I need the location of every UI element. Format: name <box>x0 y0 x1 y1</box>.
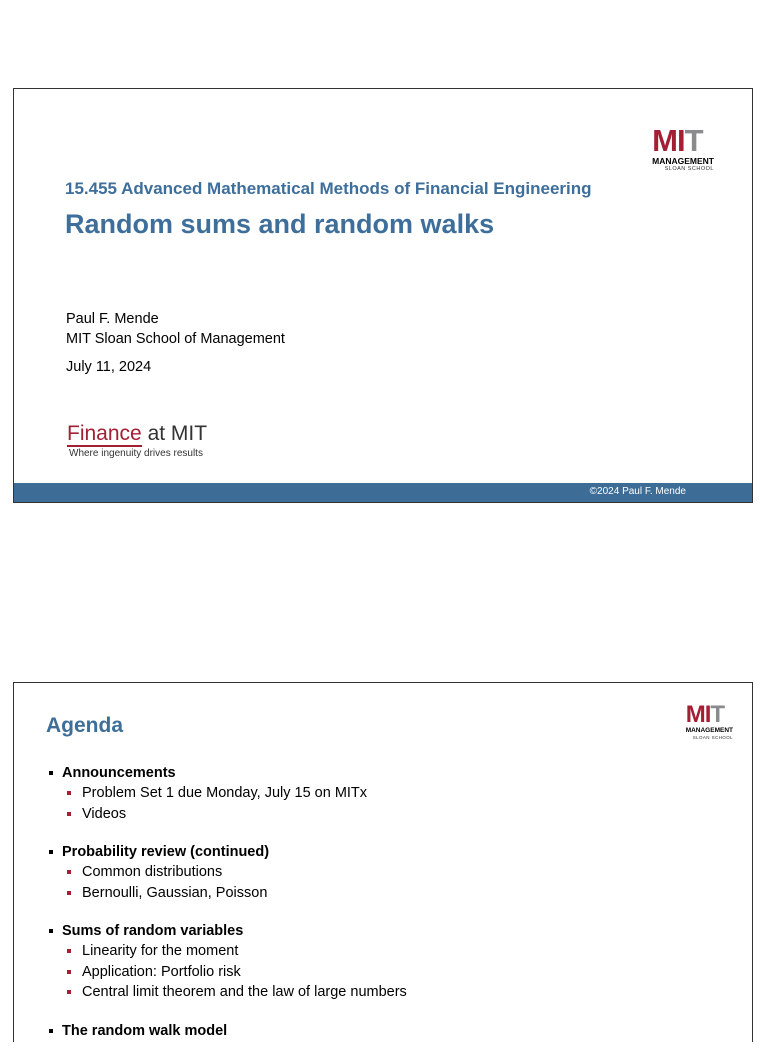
title-slide <box>13 88 753 503</box>
agenda-sub-item: Central limit theorem and the law of large numbers <box>80 982 728 1003</box>
mit-sloan-logo <box>652 125 714 172</box>
agenda-sub-list <box>48 941 728 1003</box>
agenda-sub-item: Application: Portfolio risk <box>80 962 728 983</box>
agenda-section-heading: The random walk model <box>48 1021 728 1041</box>
mit-wordmark: MIT <box>685 701 725 728</box>
agenda-section <box>48 921 728 1003</box>
course-title: 15.455 Advanced Mathematical Methods of Financial Engineering <box>65 179 592 198</box>
mit-sloan-logo-small <box>686 703 733 740</box>
logo-sloan-school-text: SLOAN SCHOOL <box>692 734 733 740</box>
agenda-section-heading: Probability review (continued) <box>48 842 728 862</box>
slide-footer-bar <box>14 483 752 502</box>
finance-tagline: Where ingenuity drives results <box>69 448 203 459</box>
author-affiliation: MIT Sloan School of Management <box>66 331 285 347</box>
slide-title: Random sums and random walks <box>65 209 495 239</box>
finance-at-mit-logo <box>67 422 207 459</box>
logo-management-text: MANAGEMENT <box>685 727 733 734</box>
logo-sloan-school-text: SLOAN SCHOOL <box>664 165 714 172</box>
author-block <box>66 309 285 349</box>
agenda-sub-list <box>48 783 728 824</box>
agenda-sub-item: Bernoulli, Gaussian, Poisson <box>80 883 728 904</box>
copyright-text: ©2024 Paul F. Mende <box>589 486 686 497</box>
agenda-section <box>48 1021 728 1041</box>
agenda-title: Agenda <box>46 714 124 737</box>
agenda-list <box>48 763 728 1059</box>
finance-word: Finance <box>67 422 142 445</box>
agenda-sub-item: Problem Set 1 due Monday, July 15 on MITx <box>80 783 728 804</box>
agenda-slide <box>13 682 753 1042</box>
author-name: Paul F. Mende <box>66 311 159 327</box>
mit-wordmark: MIT <box>652 123 703 158</box>
agenda-sub-item: Linearity for the moment <box>80 941 728 962</box>
agenda-section <box>48 842 728 903</box>
agenda-section-heading: Sums of random variables <box>48 921 728 941</box>
logo-management-text: MANAGEMENT <box>652 156 714 166</box>
agenda-sub-list <box>48 862 728 903</box>
agenda-section-heading: Announcements <box>48 763 728 783</box>
at-word: at <box>147 422 166 445</box>
agenda-sub-item: Videos <box>80 804 728 825</box>
agenda-section <box>48 763 728 824</box>
mit-word: MIT <box>170 422 208 445</box>
presentation-date: July 11, 2024 <box>66 359 152 375</box>
agenda-sub-item: Common distributions <box>80 862 728 883</box>
